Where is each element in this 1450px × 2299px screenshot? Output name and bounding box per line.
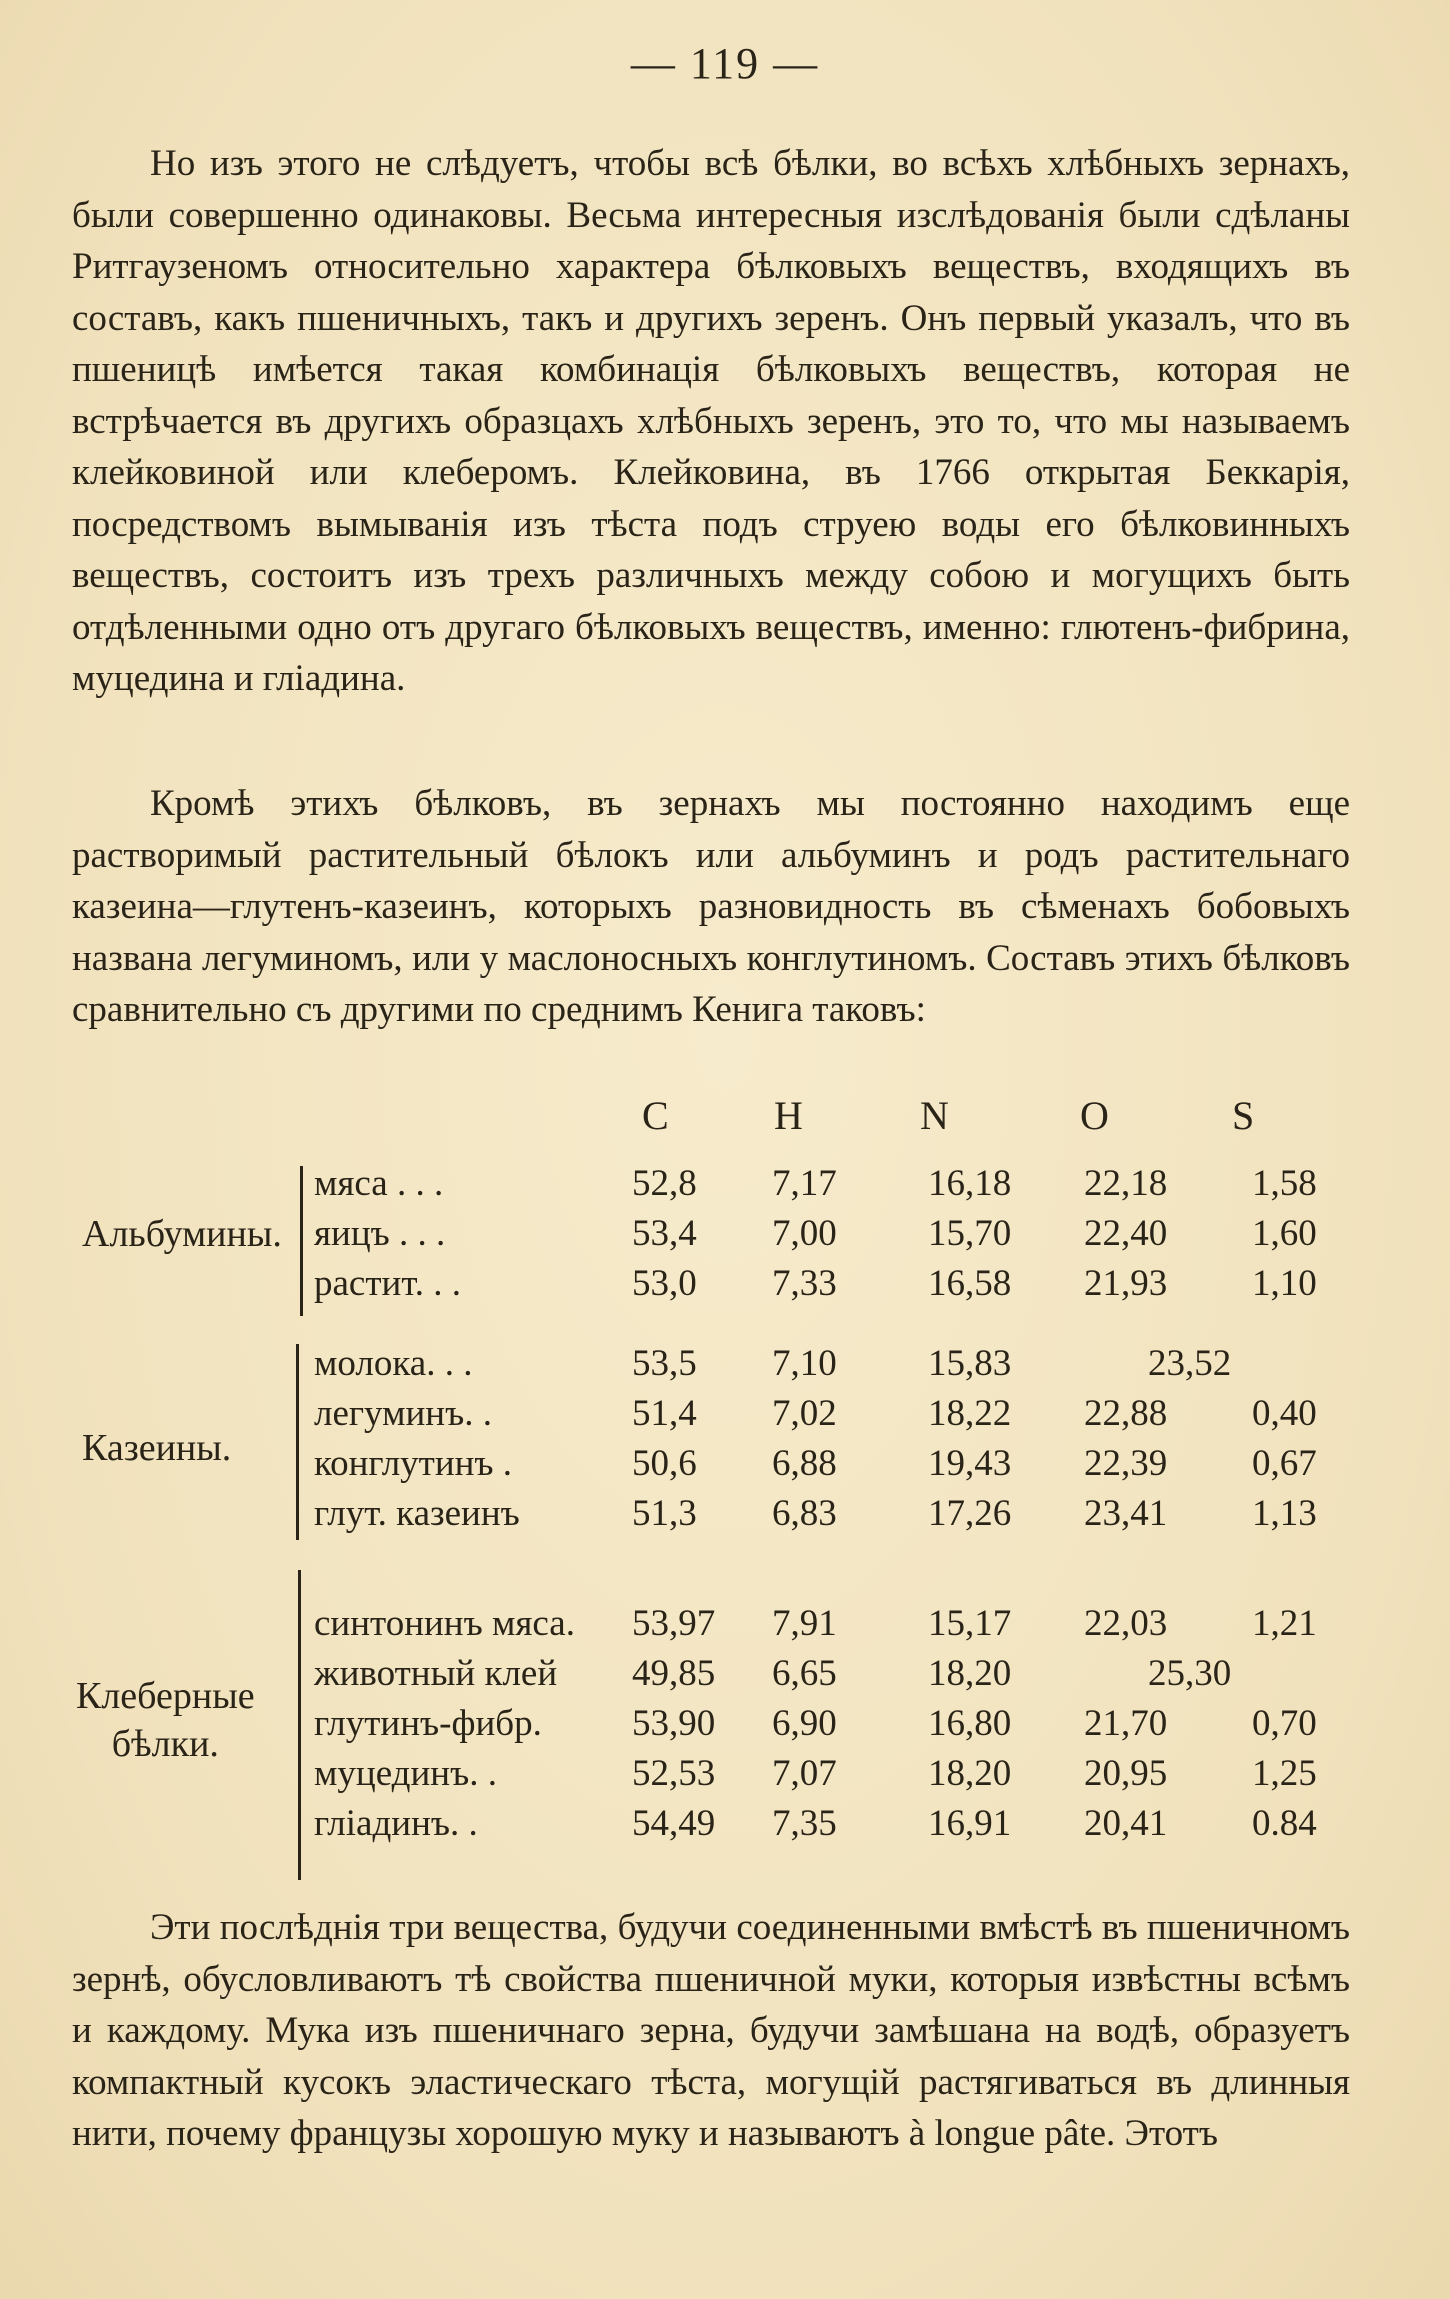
table-row bbox=[72, 1702, 1372, 1752]
value-c: 49,85 bbox=[632, 1653, 716, 1694]
value-s: 1,21 bbox=[1252, 1603, 1317, 1644]
value-c: 51,4 bbox=[632, 1393, 697, 1434]
table-row bbox=[72, 1602, 1372, 1652]
value-n: 16,91 bbox=[928, 1803, 1012, 1844]
paragraph-ritthausen bbox=[72, 138, 1350, 705]
value-c: 53,5 bbox=[632, 1343, 697, 1384]
value-n: 16,18 bbox=[928, 1163, 1012, 1204]
row-name: конглутинъ . bbox=[314, 1443, 513, 1484]
value-c: 51,3 bbox=[632, 1493, 697, 1534]
value-s: 1,25 bbox=[1252, 1753, 1317, 1794]
value-h: 7,91 bbox=[772, 1603, 837, 1644]
header-oxygen: O bbox=[1080, 1093, 1109, 1138]
row-name: яицъ . . . bbox=[314, 1213, 446, 1254]
value-s: 0.84 bbox=[1252, 1803, 1317, 1844]
group-label-albumins: Альбумины. bbox=[82, 1213, 282, 1255]
value-o: 21,70 bbox=[1084, 1703, 1168, 1744]
value-h: 6,88 bbox=[772, 1443, 837, 1484]
table-row bbox=[72, 1162, 1372, 1212]
value-c: 52,8 bbox=[632, 1163, 697, 1204]
paragraph-text: Но изъ этого не слѣдуетъ, чтобы всѣ бѣлки, во всѣхъ хлѣбныхъ зернахъ, были совершенно одинаковы. Весьма интересныя изслѣдованія были сдѣланы Ритгаузеномъ относительно характера бѣлковыхъ веществъ, входящихъ въ составъ, какъ пшеничныхъ, такъ и другихъ зеренъ. Онъ первый указалъ, что въ пшеницѣ имѣется такая комбинація бѣлковыхъ веществъ, которая не встрѣчается въ другихъ образцахъ хлѣбныхъ зеренъ, это то, что мы называемъ клейковиной или клеберомъ. Клейковина, въ 1766 открытая Беккарія, посредствомъ вымыванія изъ тѣста подъ струею воды его бѣлковинныхъ веществъ, состоитъ изъ трехъ различныхъ между собою и могущихъ быть отдѣленными одно отъ другаго бѣлковыхъ веществъ, именно: глютенъ-фибрина, муцедина и гліадина. bbox=[72, 143, 1350, 699]
value-h: 6,90 bbox=[772, 1703, 837, 1744]
table-row bbox=[72, 1652, 1372, 1702]
row-name: муцединъ. . bbox=[314, 1753, 497, 1794]
value-s: 1,60 bbox=[1252, 1213, 1317, 1254]
value-n: 18,20 bbox=[928, 1753, 1012, 1794]
row-name: растит. . . bbox=[314, 1263, 461, 1304]
value-n: 16,80 bbox=[928, 1703, 1012, 1744]
value-c: 50,6 bbox=[632, 1443, 697, 1484]
value-c: 52,53 bbox=[632, 1753, 716, 1794]
group-label-line: бѣлки. bbox=[111, 1723, 219, 1765]
group-label-line: Клеберные bbox=[76, 1675, 255, 1717]
value-s: 1,10 bbox=[1252, 1263, 1317, 1304]
value-c: 53,97 bbox=[632, 1603, 716, 1644]
table-row bbox=[72, 1752, 1372, 1802]
header-hydrogen: H bbox=[774, 1093, 803, 1138]
row-name: гліадинъ. . bbox=[314, 1803, 478, 1844]
value-h: 6,65 bbox=[772, 1653, 837, 1694]
value-c: 53,90 bbox=[632, 1703, 716, 1744]
row-name: мяса . . . bbox=[314, 1163, 444, 1204]
row-name: молока. . . bbox=[314, 1343, 473, 1384]
header-sulfur: S bbox=[1232, 1093, 1255, 1138]
table-row bbox=[72, 1442, 1372, 1492]
table-row bbox=[72, 1392, 1372, 1442]
value-n: 18,22 bbox=[928, 1393, 1012, 1434]
value-h: 7,07 bbox=[772, 1753, 837, 1794]
paragraph-text: Эти послѣднія три вещества, будучи соединенными вмѣстѣ въ пшеничномъ зернѣ, обусловливаютъ тѣ свойства пшеничной муки, которыя извѣстны всѣмъ и каждому. Мука изъ пшеничнаго зерна, будучи замѣшана на водѣ, образуетъ компактный кусокъ эластическаго тѣста, могущій растягиваться въ длинныя нити, почему французы хорошую муку и называютъ à longue pâte. Этотъ bbox=[72, 1907, 1350, 2154]
value-o: 22,39 bbox=[1084, 1443, 1168, 1484]
value-h: 7,17 bbox=[772, 1163, 837, 1204]
table-row bbox=[72, 1492, 1372, 1542]
value-h: 6,83 bbox=[772, 1493, 837, 1534]
table-row bbox=[72, 1342, 1372, 1392]
value-n: 16,58 bbox=[928, 1263, 1012, 1304]
value-n: 15,83 bbox=[928, 1343, 1012, 1384]
value-c: 53,0 bbox=[632, 1263, 697, 1304]
paragraph-text: Кромѣ этихъ бѣлковъ, въ зернахъ мы постоянно находимъ еще растворимый растительный бѣлокъ или альбуминъ и родъ растительнаго казеина—глутенъ-казеинъ, которыхъ разновидность въ сѣменахъ бобовыхъ названа легуминомъ, или у маслоносныхъ конглутиномъ. Составъ этихъ бѣлковъ сравнительно съ другими по среднимъ Кенига таковъ: bbox=[72, 783, 1350, 1030]
paragraph-gluten-properties bbox=[72, 1902, 1350, 2160]
value-o: 22,40 bbox=[1084, 1213, 1168, 1254]
value-s: 0,40 bbox=[1252, 1393, 1317, 1434]
value-o-plus-s: 25,30 bbox=[1148, 1653, 1232, 1694]
table-row bbox=[72, 1802, 1372, 1852]
value-o: 21,93 bbox=[1084, 1263, 1168, 1304]
value-o: 22,18 bbox=[1084, 1163, 1168, 1204]
value-o: 20,41 bbox=[1084, 1803, 1168, 1844]
row-name: глутинъ-фибр. bbox=[314, 1703, 542, 1744]
value-o: 22,03 bbox=[1084, 1603, 1168, 1644]
table-row bbox=[72, 1212, 1372, 1262]
value-c: 54,49 bbox=[632, 1803, 716, 1844]
value-n: 19,43 bbox=[928, 1443, 1012, 1484]
value-o: 23,41 bbox=[1084, 1493, 1168, 1534]
table-header-row bbox=[72, 1092, 1372, 1144]
value-o: 20,95 bbox=[1084, 1753, 1168, 1794]
value-c: 53,4 bbox=[632, 1213, 697, 1254]
group-label-caseins: Казеины. bbox=[82, 1427, 232, 1469]
row-name: животный клей bbox=[314, 1653, 558, 1694]
value-s: 0,67 bbox=[1252, 1443, 1317, 1484]
value-o: 22,88 bbox=[1084, 1393, 1168, 1434]
value-h: 7,02 bbox=[772, 1393, 837, 1434]
value-n: 15,70 bbox=[928, 1213, 1012, 1254]
row-name: глут. казеинъ bbox=[314, 1493, 520, 1534]
row-name: синтонинъ мяса. bbox=[314, 1603, 575, 1644]
value-o-plus-s: 23,52 bbox=[1148, 1343, 1232, 1384]
value-s: 1,58 bbox=[1252, 1163, 1317, 1204]
value-s: 0,70 bbox=[1252, 1703, 1317, 1744]
value-n: 15,17 bbox=[928, 1603, 1012, 1644]
paragraph-koenig bbox=[72, 778, 1350, 1036]
row-name: легуминъ. . bbox=[314, 1393, 492, 1434]
table-row bbox=[72, 1262, 1372, 1312]
value-s: 1,13 bbox=[1252, 1493, 1317, 1534]
value-h: 7,00 bbox=[772, 1213, 837, 1254]
value-n: 18,20 bbox=[928, 1653, 1012, 1694]
value-n: 17,26 bbox=[928, 1493, 1012, 1534]
header-carbon: C bbox=[642, 1093, 669, 1138]
header-nitrogen: N bbox=[920, 1093, 949, 1138]
value-h: 7,33 bbox=[772, 1263, 837, 1304]
value-h: 7,10 bbox=[772, 1343, 837, 1384]
page-number: — 119 — bbox=[630, 39, 820, 88]
value-h: 7,35 bbox=[772, 1803, 837, 1844]
